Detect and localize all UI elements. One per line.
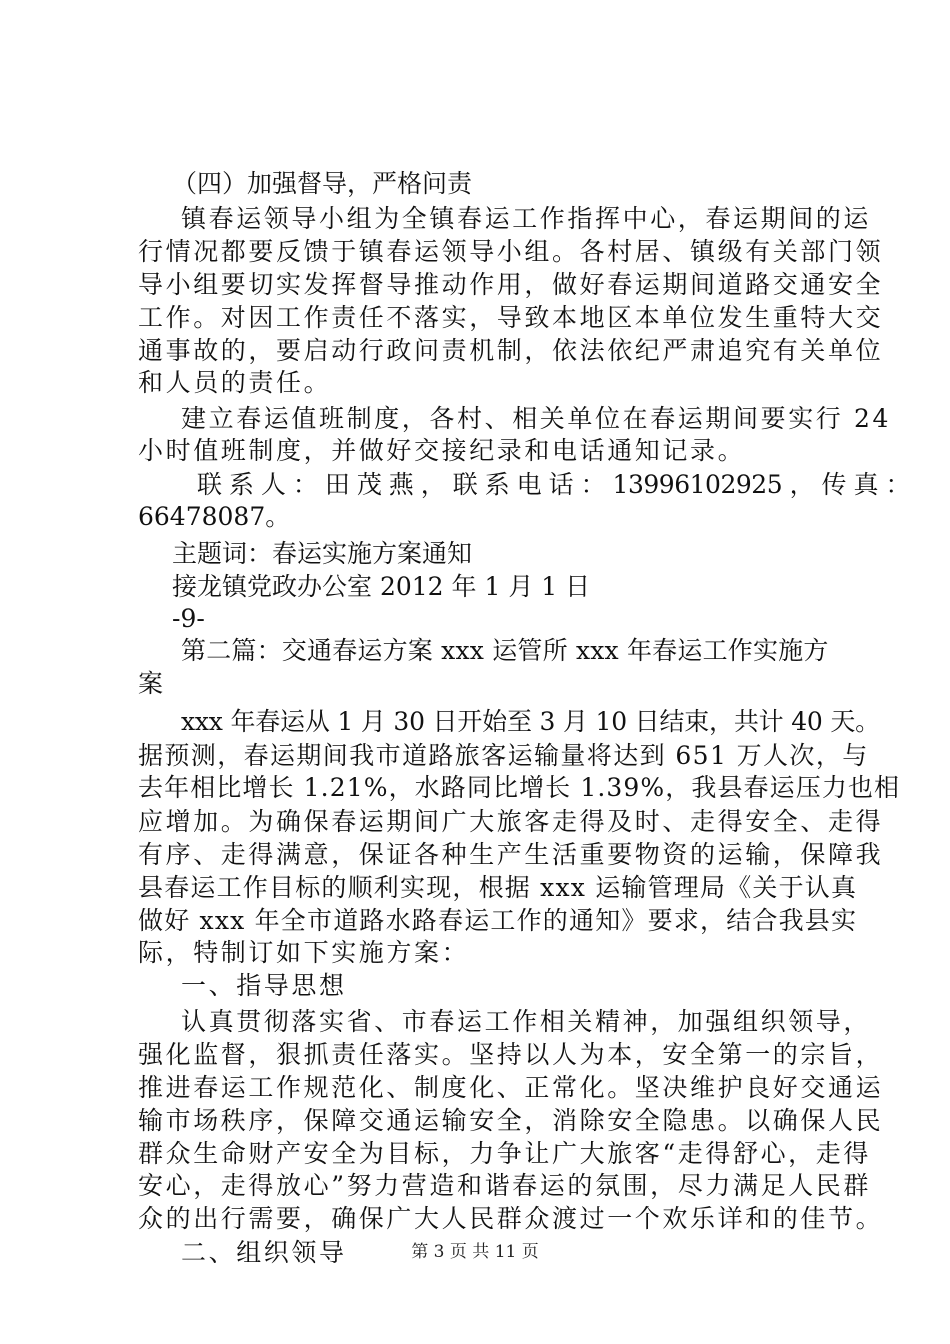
text-line: 众的出行需要，确保广大人民群众渡过一个欢乐详和的佳节。 — [138, 1204, 884, 1233]
text-line: 接龙镇党政办公室 2012 年 1 月 1 日 — [172, 572, 591, 601]
text-line: 建立春运值班制度，各村、相关单位在春运期间要实行 24 — [181, 404, 891, 433]
text-line: 行情况都要反馈于镇春运领导小组。各村居、镇级有关部门领 — [138, 237, 884, 266]
text-line: 强化监督，狠抓责任落实。坚持以人为本，安全第一的宗旨， — [138, 1040, 884, 1069]
text-line: -9- — [172, 604, 205, 633]
text-line: 推进春运工作规范化、制度化、正常化。坚决维护良好交通运 — [138, 1073, 884, 1102]
text-line: 通事故的，要启动行政问责机制，依法依纪严肃追究有关单位 — [138, 336, 884, 365]
text-line: 导小组要切实发挥督导推动作用，做好春运期间道路交通安全 — [138, 270, 884, 299]
text-line: 镇春运领导小组为全镇春运工作指挥中心，春运期间的运 — [181, 204, 872, 233]
text-line: 认真贯彻落实省、市春运工作相关精神，加强组织领导， — [181, 1007, 872, 1036]
text-line: xxx 年春运从 1 月 30 日开始至 3 月 10 日结束，共计 40 天。 — [181, 707, 880, 736]
text-line: 群众生命财产安全为目标，力争让广大旅客“走得舒心，走得 — [138, 1139, 871, 1168]
text-line: 做好 xxx 年全市道路水路春运工作的通知》要求，结合我县实 — [138, 906, 858, 935]
text-line: 联 系 人 ： 田 茂 燕 ， 联 系 电 话 ： 13996102925 ， 传 真 ： — [197, 470, 910, 499]
text-line: 县春运工作目标的顺利实现，根据 xxx 运输管理局《关于认真 — [138, 873, 858, 902]
text-line: 二、组织领导 — [181, 1238, 347, 1267]
text-line: 际，特制订如下实施方案： — [138, 938, 470, 967]
text-line: 去年相比增长 1.21%，水路同比增长 1.39%，我县春运压力也相 — [138, 773, 901, 802]
page-footer — [0, 1241, 950, 1263]
text-line: 66478087。 — [138, 502, 291, 531]
text-line: 有序、走得满意，保证各种生产生活重要物资的运输，保障我 — [138, 840, 884, 869]
text-line: 一、指导思想 — [181, 971, 347, 1000]
text-line: 和人员的责任。 — [138, 368, 332, 397]
text-line: 小时值班制度，并做好交接纪录和电话通知记录。 — [138, 436, 746, 465]
text-line: （四）加强督导，严格问责 — [172, 169, 473, 198]
page-number: 第 3 页 共 11 页 — [411, 1242, 539, 1262]
text-line: 主题词：春运实施方案通知 — [172, 539, 473, 568]
text-line: 输市场秩序，保障交通运输安全，消除安全隐患。以确保人民 — [138, 1106, 884, 1135]
text-line: 应增加。为确保春运期间广大旅客走得及时、走得安全、走得 — [138, 807, 884, 836]
text-line: 工作。对因工作责任不落实，导致本地区本单位发生重特大交 — [138, 303, 884, 332]
text-line: 安心，走得放心”努力营造和谐春运的氛围，尽力满足人民群 — [138, 1171, 871, 1200]
text-line: 第二篇：交通春运方案 xxx 运管所 xxx 年春运工作实施方 — [181, 636, 829, 665]
text-line: 据预测，春运期间我市道路旅客运输量将达到 651 万人次，与 — [138, 741, 869, 770]
text-line: 案 — [138, 669, 164, 698]
